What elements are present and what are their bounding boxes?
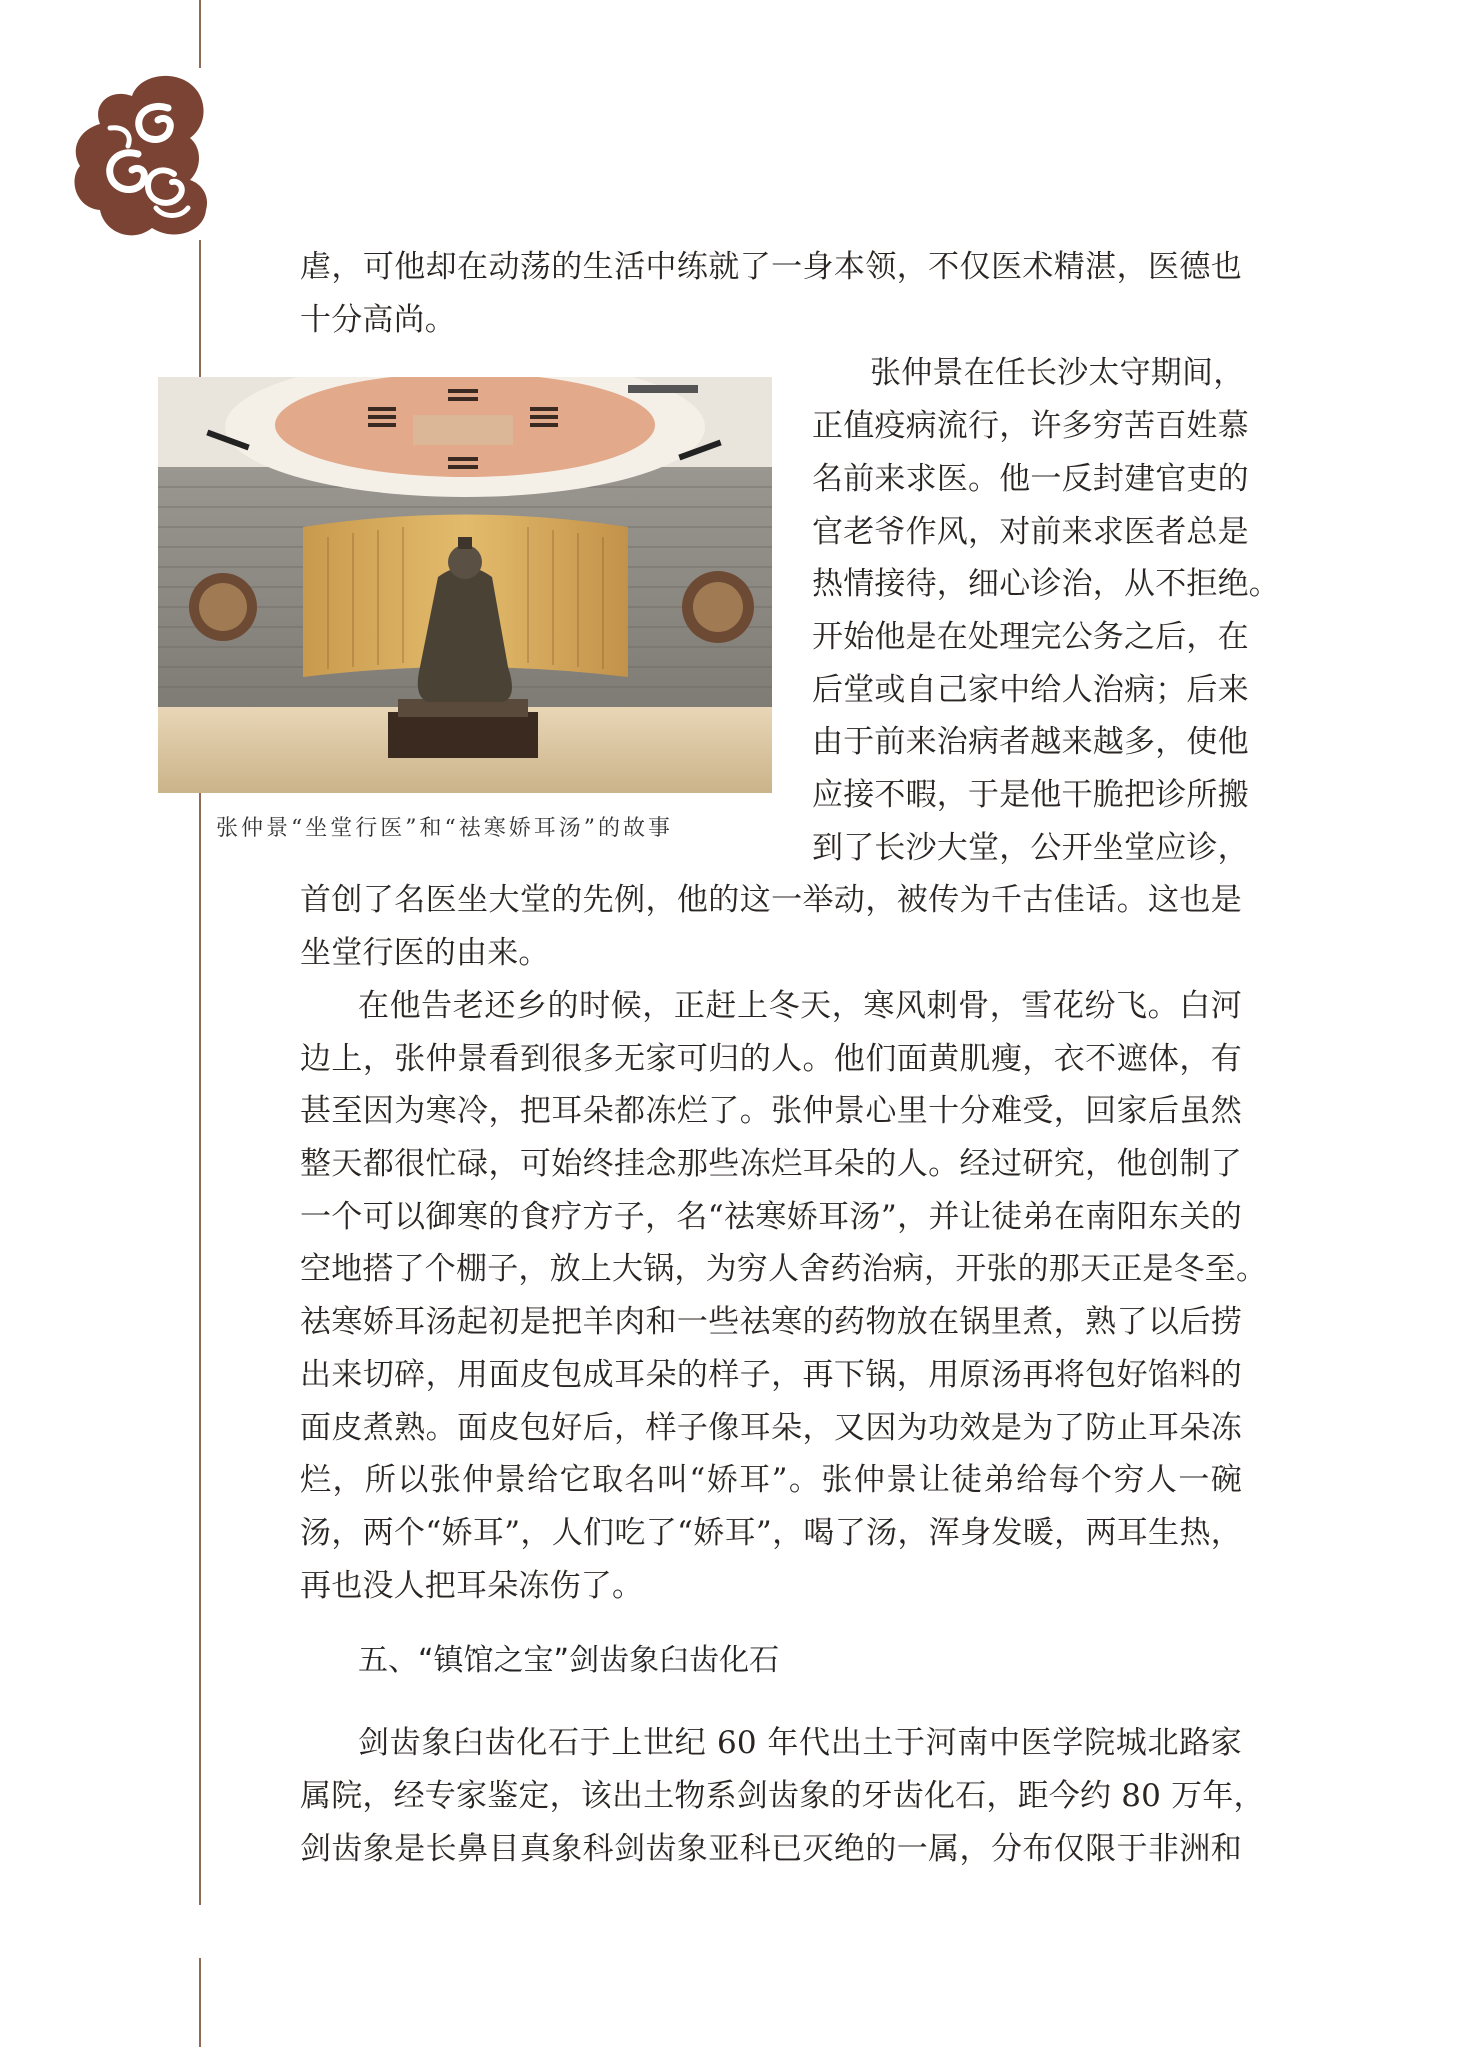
text-line: 应接不暇，于是他干脆把诊所搬 [812, 777, 1249, 813]
text-line: 祛寒娇耳汤起初是把羊肉和一些祛寒的药物放在锅里煮，熟了以后捞 [300, 1304, 1242, 1340]
text-line: 整天都很忙碌，可始终挂念那些冻烂耳朵的人。经过研究，他创制了 [300, 1146, 1242, 1182]
text-line: 首创了名医坐大堂的先例，他的这一举动，被传为千古佳话。这也是 [300, 882, 1242, 918]
text-line: 在他告老还乡的时候，正赶上冬天，寒风刺骨，雪花纷飞。白河 [358, 988, 1242, 1024]
text-line: 到了长沙大堂，公开坐堂应诊， [812, 830, 1249, 866]
text-line: 热情接待，细心诊治，从不拒绝。 [812, 566, 1280, 602]
section-heading: 五、“镇馆之宝”剑齿象臼齿化石 [358, 1643, 780, 1678]
text-line: 剑齿象是长鼻目真象科剑齿象亚科已灭绝的一属，分布仅限于非洲和 [300, 1831, 1242, 1867]
text-line: 汤，两个“娇耳”，人们吃了“娇耳”，喝了汤，浑身发暖，两耳生热， [300, 1515, 1242, 1551]
text-line: 出来切碎，用面皮包成耳朵的样子，再下锅，用原汤再将包好馅料的 [300, 1357, 1242, 1393]
text-line: 一个可以御寒的食疗方子，名“祛寒娇耳汤”，并让徒弟在南阳东关的 [300, 1199, 1242, 1235]
text-line: 烂，所以张仲景给它取名叫“娇耳”。张仲景让徒弟给每个穷人一碗 [300, 1462, 1242, 1498]
text-line: 边上，张仲景看到很多无家可归的人。他们面黄肌瘦，衣不遮体，有 [300, 1041, 1242, 1077]
text-line: 后堂或自己家中给人治病；后来 [812, 672, 1249, 708]
text-line: 甚至因为寒冷，把耳朵都冻烂了。张仲景心里十分难受，回家后虽然 [300, 1093, 1242, 1129]
text-line: 坐堂行医的由来。 [300, 935, 550, 971]
text-line: 名前来求医。他一反封建官吏的 [812, 461, 1249, 497]
text-line: 再也没人把耳朵冻伤了。 [300, 1568, 644, 1604]
text-line: 正值疫病流行，许多穷苦百姓慕 [812, 408, 1249, 444]
text-line: 由于前来治病者越来越多，使他 [812, 724, 1249, 760]
margin-rule-bottom [199, 1958, 201, 2047]
text-line: 空地搭了个棚子，放上大锅，为穷人舍药治病，开张的那天正是冬至。 [300, 1251, 1268, 1287]
text-line: 张仲景在任长沙太守期间， [870, 355, 1245, 391]
cloud-ornament-icon [70, 68, 210, 240]
text-line: 虐，可他却在动荡的生活中练就了一身本领，不仅医术精湛，医德也 [300, 249, 1242, 285]
text-line: 开始他是在处理完公务之后，在 [812, 619, 1249, 655]
text-line: 官老爷作风，对前来求医者总是 [812, 514, 1249, 550]
text-line: 属院，经专家鉴定，该出土物系剑齿象的牙齿化石，距今约 80 万年， [300, 1778, 1265, 1814]
text-line: 剑齿象臼齿化石于上世纪 60 年代出土于河南中医学院城北路家 [358, 1725, 1242, 1761]
text-line: 十分高尚。 [300, 302, 456, 338]
text-line: 面皮煮熟。面皮包好后，样子像耳朵，又因为功效是为了防止耳朵冻 [300, 1410, 1242, 1446]
margin-rule-top [199, 0, 201, 1905]
photo-caption: 张仲景“坐堂行医”和“祛寒娇耳汤”的故事 [216, 816, 673, 841]
statue-hall-photo [158, 377, 772, 793]
